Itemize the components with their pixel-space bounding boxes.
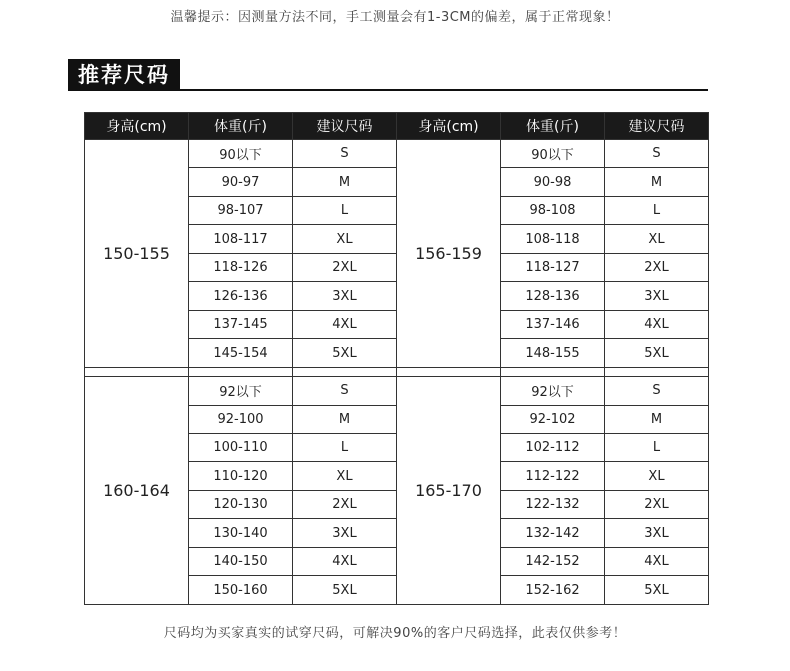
size-cell: XL bbox=[605, 462, 709, 490]
footer-note: 尺码均为买家真实的试穿尺码，可解决90%的客户尺码选择，此表仅供参考！ bbox=[163, 626, 627, 641]
header-height-right: 身高(cm) bbox=[397, 113, 501, 140]
size-cell: 3XL bbox=[293, 519, 397, 547]
size-cell: 2XL bbox=[293, 253, 397, 281]
table-row bbox=[85, 140, 709, 168]
size-chart-table bbox=[84, 112, 709, 605]
height-range-cell: 165-170 bbox=[397, 377, 501, 605]
size-cell: 5XL bbox=[293, 339, 397, 367]
weight-cell: 90以下 bbox=[189, 140, 293, 168]
weight-cell: 145-154 bbox=[189, 339, 293, 367]
weight-cell: 98-107 bbox=[189, 196, 293, 224]
size-cell: M bbox=[605, 405, 709, 433]
table-header-row bbox=[85, 113, 709, 140]
weight-cell: 108-117 bbox=[189, 225, 293, 253]
weight-cell: 140-150 bbox=[189, 547, 293, 575]
size-cell: 2XL bbox=[605, 490, 709, 518]
height-range-cell: 160-164 bbox=[85, 377, 189, 605]
gap-cell bbox=[293, 367, 397, 376]
weight-cell: 126-136 bbox=[189, 282, 293, 310]
gap-cell bbox=[397, 367, 501, 376]
weight-cell: 130-140 bbox=[189, 519, 293, 547]
weight-cell: 132-142 bbox=[501, 519, 605, 547]
size-cell: S bbox=[605, 377, 709, 405]
size-cell: 5XL bbox=[605, 339, 709, 367]
gap-cell bbox=[189, 367, 293, 376]
header-size-right: 建议尺码 bbox=[605, 113, 709, 140]
size-cell: L bbox=[293, 196, 397, 224]
weight-cell: 118-126 bbox=[189, 253, 293, 281]
weight-cell: 98-108 bbox=[501, 196, 605, 224]
header-weight-right: 体重(斤) bbox=[501, 113, 605, 140]
weight-cell: 90以下 bbox=[501, 140, 605, 168]
weight-cell: 108-118 bbox=[501, 225, 605, 253]
section-heading: 推荐尺码 bbox=[68, 59, 180, 91]
measurement-notice: 温馨提示：因测量方法不同，手工测量会有1-3CM的偏差，属于正常现象！ bbox=[170, 10, 620, 25]
size-cell: XL bbox=[293, 462, 397, 490]
weight-cell: 152-162 bbox=[501, 576, 605, 605]
weight-cell: 92-102 bbox=[501, 405, 605, 433]
size-cell: 5XL bbox=[605, 576, 709, 605]
weight-cell: 110-120 bbox=[189, 462, 293, 490]
size-cell: 3XL bbox=[605, 282, 709, 310]
size-cell: 3XL bbox=[605, 519, 709, 547]
size-cell: 2XL bbox=[605, 253, 709, 281]
height-range-cell: 150-155 bbox=[85, 140, 189, 368]
header-weight-left: 体重(斤) bbox=[189, 113, 293, 140]
header-size-left: 建议尺码 bbox=[293, 113, 397, 140]
size-cell: 4XL bbox=[293, 310, 397, 338]
weight-cell: 100-110 bbox=[189, 434, 293, 462]
size-cell: 4XL bbox=[293, 547, 397, 575]
size-cell: 4XL bbox=[605, 547, 709, 575]
table-row bbox=[85, 377, 709, 405]
weight-cell: 137-145 bbox=[189, 310, 293, 338]
size-cell: L bbox=[293, 434, 397, 462]
size-cell: M bbox=[605, 168, 709, 196]
size-cell: S bbox=[293, 377, 397, 405]
size-cell: XL bbox=[605, 225, 709, 253]
size-cell: L bbox=[605, 434, 709, 462]
weight-cell: 118-127 bbox=[501, 253, 605, 281]
gap-cell bbox=[501, 367, 605, 376]
size-cell: XL bbox=[293, 225, 397, 253]
size-cell: S bbox=[605, 140, 709, 168]
weight-cell: 128-136 bbox=[501, 282, 605, 310]
header-height-left: 身高(cm) bbox=[85, 113, 189, 140]
size-cell: S bbox=[293, 140, 397, 168]
block-gap-row bbox=[85, 367, 709, 376]
size-cell: M bbox=[293, 405, 397, 433]
size-cell: L bbox=[605, 196, 709, 224]
weight-cell: 150-160 bbox=[189, 576, 293, 605]
size-cell: 5XL bbox=[293, 576, 397, 605]
height-range-cell: 156-159 bbox=[397, 140, 501, 368]
weight-cell: 90-97 bbox=[189, 168, 293, 196]
weight-cell: 112-122 bbox=[501, 462, 605, 490]
size-cell: 2XL bbox=[293, 490, 397, 518]
weight-cell: 92以下 bbox=[501, 377, 605, 405]
heading-divider bbox=[68, 89, 708, 91]
weight-cell: 102-112 bbox=[501, 434, 605, 462]
weight-cell: 120-130 bbox=[189, 490, 293, 518]
gap-cell bbox=[605, 367, 709, 376]
weight-cell: 122-132 bbox=[501, 490, 605, 518]
size-cell: 3XL bbox=[293, 282, 397, 310]
size-cell: 4XL bbox=[605, 310, 709, 338]
weight-cell: 92以下 bbox=[189, 377, 293, 405]
weight-cell: 92-100 bbox=[189, 405, 293, 433]
gap-cell bbox=[85, 367, 189, 376]
weight-cell: 137-146 bbox=[501, 310, 605, 338]
weight-cell: 90-98 bbox=[501, 168, 605, 196]
weight-cell: 148-155 bbox=[501, 339, 605, 367]
weight-cell: 142-152 bbox=[501, 547, 605, 575]
size-cell: M bbox=[293, 168, 397, 196]
